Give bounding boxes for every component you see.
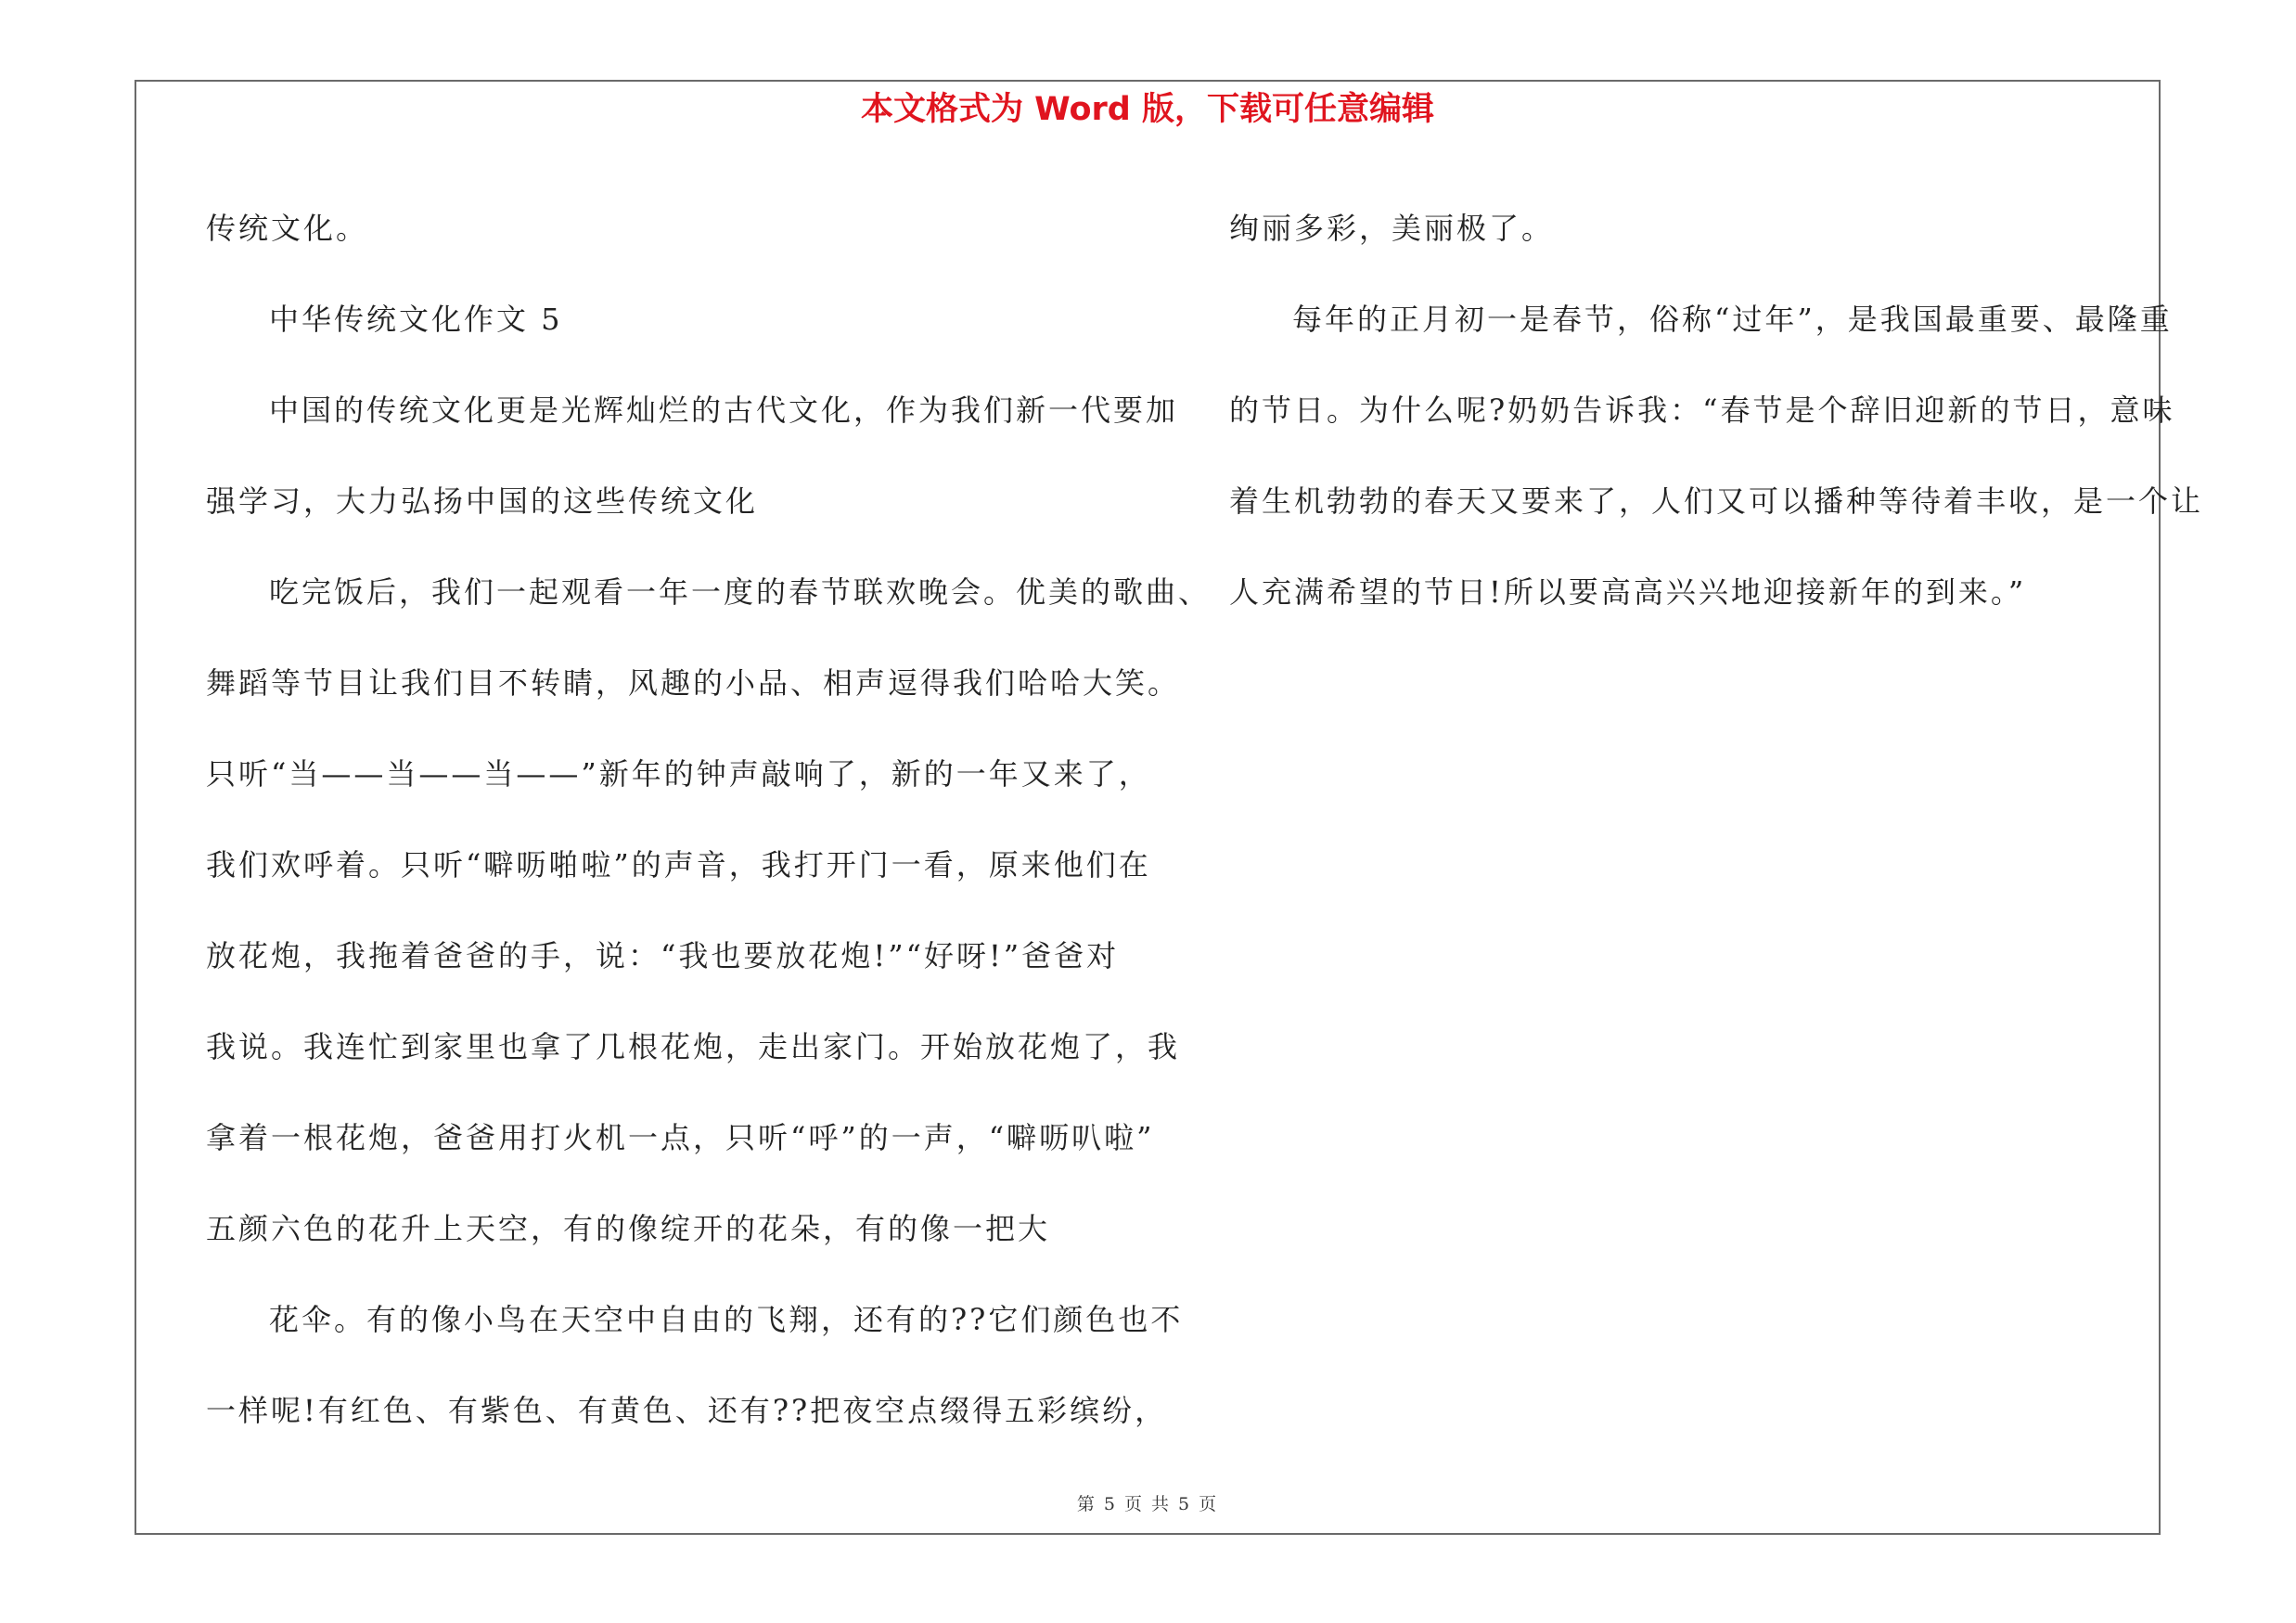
paragraph-line: 只听“当——当——当——”新年的钟声敲响了，新的一年又来了， <box>206 756 1151 792</box>
document-header-notice: 本文格式为 Word 版，下载可任意编辑 <box>860 91 1435 128</box>
paragraph-line: 舞蹈等节目让我们目不转睛，风趣的小品、相声逗得我们哈哈大笑。 <box>206 665 1181 701</box>
paragraph-line: 五颜六色的花升上天空，有的像绽开的花朵，有的像一把大 <box>206 1211 1051 1246</box>
essay-heading: 中华传统文化作文 5 <box>269 302 563 337</box>
paragraph-line: 拿着一根花炮，爸爸用打火机一点，只听“呼”的一声，“噼呖叭啦” <box>206 1120 1155 1155</box>
paragraph-line: 我说。我连忙到家里也拿了几根花炮，走出家门。开始放花炮了，我 <box>206 1029 1181 1064</box>
paragraph-line: 的节日。为什么呢?奶奶告诉我：“春节是个辞旧迎新的节日，意味 <box>1229 393 2175 428</box>
paragraph-line: 人充满希望的节日!所以要高高兴兴地迎接新年的到来。” <box>1229 574 2027 610</box>
paragraph-line: 花伞。有的像小鸟在天空中自由的飞翔，还有的??它们颜色也不 <box>269 1302 1184 1337</box>
page-number-footer: 第 5 页 共 5 页 <box>1076 1494 1219 1514</box>
paragraph-line: 吃完饭后，我们一起观看一年一度的春节联欢晚会。优美的歌曲、 <box>269 574 1212 610</box>
paragraph-line: 放花炮，我拖着爸爸的手，说：“我也要放花炮!”“好呀!”爸爸对 <box>206 938 1120 973</box>
paragraph-line: 每年的正月初一是春节，俗称“过年”，是我国最重要、最隆重 <box>1292 302 2173 337</box>
paragraph-line: 我们欢呼着。只听“噼呖啪啦”的声音，我打开门一看，原来他们在 <box>206 847 1151 882</box>
right-text-column <box>1229 183 2204 638</box>
paragraph-line: 中国的传统文化更是光辉灿烂的古代文化，作为我们新一代要加 <box>269 393 1179 428</box>
paragraph-line: 传统文化。 <box>206 211 369 246</box>
paragraph-line: 着生机勃勃的春天又要来了，人们又可以播种等待着丰收，是一个让 <box>1229 483 2204 519</box>
paragraph-line: 绚丽多彩，美丽极了。 <box>1229 211 1555 246</box>
paragraph-line: 强学习，大力弘扬中国的这些传统文化 <box>206 483 759 519</box>
paragraph-line: 一样呢!有红色、有紫色、有黄色、还有??把夜空点缀得五彩缤纷， <box>206 1393 1168 1428</box>
left-text-column <box>206 183 1212 1456</box>
